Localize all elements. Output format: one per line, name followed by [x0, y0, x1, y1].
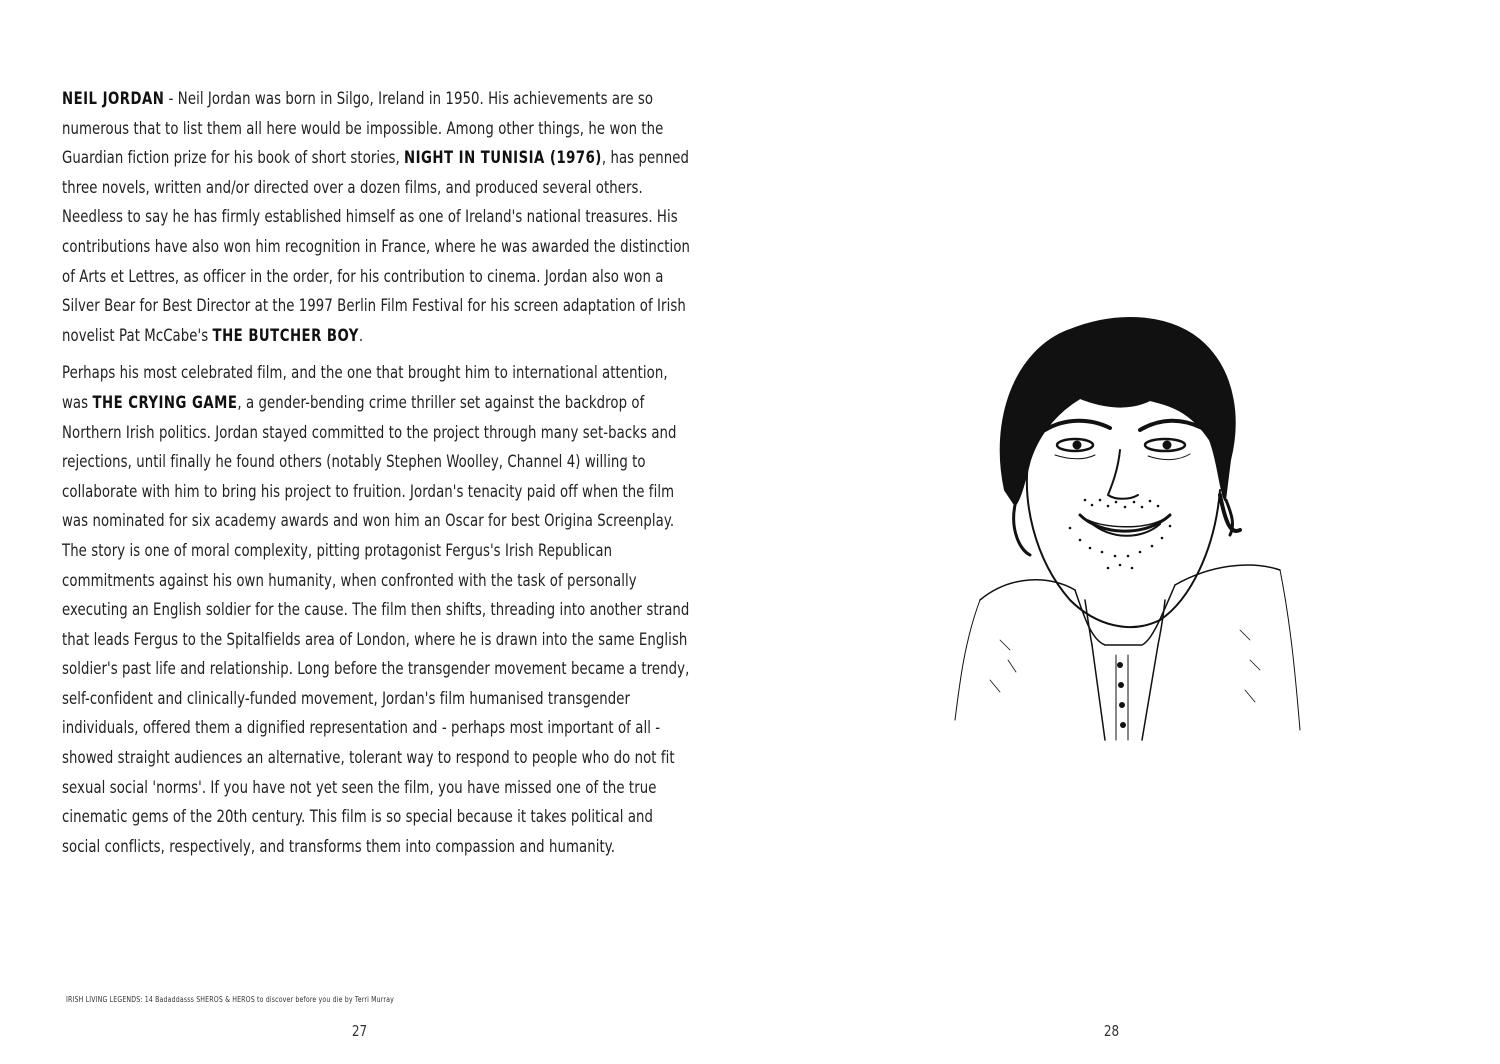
book-credit-footer: IRISH LIVING LEGENDS: 14 Badaddasss SHEROS & HEROS to discover before you die by Terri Murray	[66, 995, 394, 1004]
paragraph-intro	[62, 84, 692, 350]
page-number-right: 28	[1103, 1022, 1120, 1040]
page-number-left: 27	[351, 1022, 368, 1040]
film-title-butcher-boy: THE BUTCHER BOY	[212, 325, 359, 345]
paragraph-intro-text-a: - Neil Jordan was born in Silgo, Ireland in 1950. His achievements are so numerous that to list them all here would be impossible. Among other things, he won the Guardian fiction prize for his book of short stories,	[62, 89, 664, 168]
biography-text	[62, 84, 692, 861]
book-title: NIGHT IN TUNISIA (1976)	[404, 148, 602, 168]
right-page	[750, 0, 1500, 1064]
subject-name: NEIL JORDAN	[62, 89, 165, 108]
film-title-crying-game: THE CRYING GAME	[92, 392, 238, 412]
paragraph-intro-text-c: .	[358, 325, 364, 345]
paragraph-crying-game-text-a: Perhaps his most celebrated film, and the one that brought him to international attention, was	[62, 363, 668, 412]
paragraph-crying-game-text-b: , a gender-bending crime thriller set against the backdrop of Northern Irish politics. Jordan stayed committed to the project through many set-backs and rejections, until finally he found others (notably Stephen Woolley, Channel 4) willing to collaborate with him to bring his project to fruition. Jordan's tenacity paid off when the film was nominated for six academy awards and won him an Oscar for best Origina Screenplay. The story is one of moral complexity, pitting protagonist Fergus's Irish Republican commitments against his own humanity, when confronted with the task of personally executing an English soldier for the cause. The film then shifts, threading into another strand that leads Fergus to the Spitalfields area of London, where he is drawn into the same English soldier's past life and relationship. Long before the transgender movement became a trendy, self-confident and clinically-funded movement, Jordan's film humanised transgender individuals, offered them a dignified representation and - perhaps most important of all - showed straight audiences an alternative, tolerant way to respond to people who do not fit sexual social 'norms'. If you have not yet seen the film, you have missed one of the true cinematic gems of the 20th century. This film is so special because it takes political and social conflicts, respectively, and transforms them into compassion and humanity.	[62, 392, 690, 856]
hair	[1001, 318, 1235, 505]
portrait-sketch-icon	[920, 300, 1320, 770]
paragraph-intro-text-b: , has penned three novels, written and/or directed over a dozen films, and produced several others. Needless to say he has firmly established himself as one of Ireland's national treasures. His contributions have also won him recognition in France, where he was awarded the distinction of Arts et Lettres, as officer in the order, for his contribution to cinema. Jordan also won a Silver Bear for Best Director at the 1997 Berlin Film Festival for his screen adaptation of Irish novelist Pat McCabe's	[62, 148, 691, 345]
paragraph-crying-game	[62, 358, 692, 861]
